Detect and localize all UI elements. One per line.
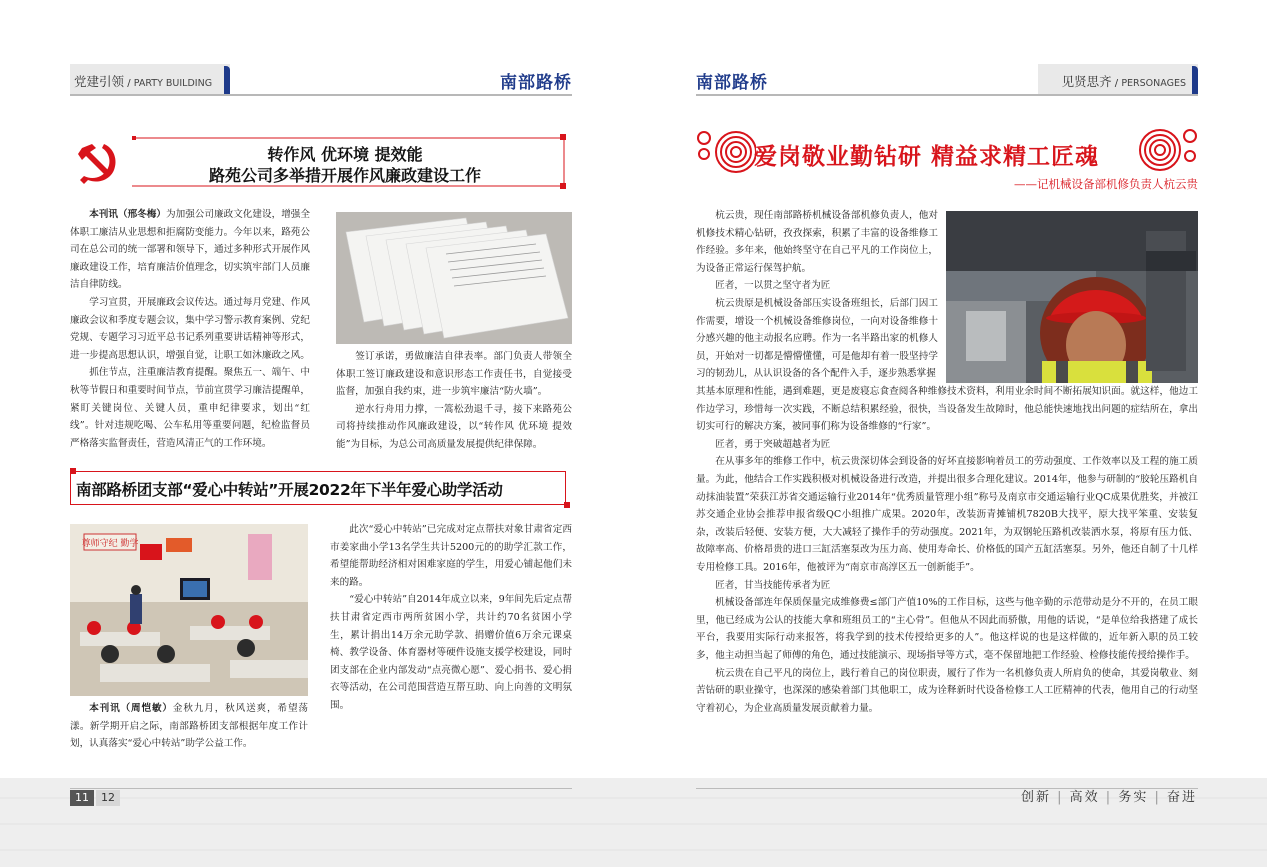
header-tab-accent	[224, 66, 230, 94]
byline: 本刊讯（周恺敏）	[89, 703, 173, 714]
document-stack-photo	[336, 212, 572, 344]
article1-title-line1: 转作风 优环境 提效能	[267, 145, 423, 164]
article2-col2: 此次“爱心中转站”已完成对定点帮扶对象甘肃省定西市姜家曲小学13名学生共计5200元的的助学汇款工作，希望能帮助经济相对困难家庭的学生，用爱心铺起他们未来的路。 “爱心中转站”自2014年成立以来，9年间先后定点帮扶甘肃省定西市两所贫困小学，共计约70名贫困小学生，累计捐出14万余元助学款、捐赠价值6万余元课桌椅、教学设备、体育器材等硬件设施支援学校建设，同时团支部在企业内部发动“点亮微心愿”、爱心捐书、爱心捐衣等活动，在公司范围营造互帮互助、向上向善的文明氛围。	[330, 524, 572, 711]
header-tab-accent	[1192, 66, 1198, 94]
subheading: 匠者，一以贯之坚守者为匠	[715, 280, 831, 292]
party-emblem-icon	[74, 138, 122, 186]
section-title-en: PERSONAGES	[1121, 78, 1186, 89]
page-number-right: 12	[96, 790, 120, 806]
brand-logo: 南部路桥	[500, 73, 572, 93]
article3-subtitle: ——记机械设备部机修负责人杭云贵	[1014, 177, 1198, 191]
article1-col2: 签订承诺，勇做廉洁自律表率。部门负责人带领全体职工签订廉政建设和意识形态工作责任书，自觉接受监督，加强自我约束，进一步筑牢廉洁“防火墙”。 逆水行舟用力撑，一篙松劲退千寻，接下来路苑公司将持续推动作风廉政建设，以“转作风 优环境 提效能”为目标，为总公司高质量发展提供纪律保障。	[336, 351, 572, 450]
spiral-ornament-icon	[1138, 126, 1198, 176]
banner-text: 尊师守纪 勤学	[81, 539, 139, 549]
page-number-left: 11	[70, 790, 94, 806]
article1-title-box	[70, 134, 566, 190]
article1-title-line2: 路苑公司多举措开展作风廉政建设工作	[208, 166, 481, 185]
article3-body-full: 其基本原理和性能，遇到难题，更是废寝忘食查阅各种维修技术资料，利用业余时间不断拓展知识面。就这样，他边工作边学习，珍惜每一次实践，不断总结积累经验，很快，当设备发生故障时，他总能快速地找出问题的症结所在，拿出切实可行的解决方案，被同事们称为设备维修的“行家”。 匠者，勇于突破超越者为匠 在从事多年的维修工作中，杭云贵深切体会到设备的好坏直接影响着员工的劳动强度、工作效率以及工程的施工质量。为此，他结合工作实践积极对机械设备进行改造，并提出很多合理化建议。2014年，他参与研制的“胶轮压路机自动抹油装置”荣获江苏省交通运输行业2014年“优秀质量管理小组”称号及南京市交通运输行业QC成果优胜奖，并被江苏交通企业协会推荐申报省级QC小组推广成果。2020年，改装沥青摊铺机7820B大找平，原大找平笨重、安装复杂，改装后轻便、安装方便，大大减轻了操作手的劳动强度。2021年，为双钢轮压路机改装洒水泵，将原有压力低、故障率高、价格昂贵的进口三缸活塞泵改为压力高、使用寿命长、价格低的国产五缸活塞泵。另外，他还自制了十几样专用检修工具。2016年，他被评为“南京市高淳区五一创新能手”。 匠者，甘当技能传承者为匠 机械设备部连年保质保量完成维修费≤部门产值10%的工作目标，这些与他辛勤的示范带动是分不开的，在员工眼里，他已经成为公认的技能大拿和班组员工的“主心骨”。但他从不因此而骄傲，用他的话说，“是单位给我搭建了成长平台，我要用实际行动来报答，将我学到的技术传授给更多的人”。他这样说的也是这样做的，近年新入职的员工较多，他主动担当起了师傅的角色，通过技能演示、现场指导等方式，毫不保留地把工作经验、检修技能传授给操作手。 杭云贵在自己平凡的岗位上，践行着自己的岗位职责，履行了作为一名机修负责人所肩负的使命，其爱岗敬业、刻苦钻研的职业操守，也深深的感染着部门其他职工，成为诠释新时代设备检修工人工匠精神的代表，他用自己的行动坚守着初心，为企业高质量发展贡献着力量。	[696, 386, 1198, 714]
right-header: 南部路桥 见贤思齐 / PERSONAGES	[696, 64, 1198, 96]
subheading: 匠者，甘当技能传承者为匠	[715, 579, 831, 591]
section-title: 党建引领	[74, 74, 125, 89]
article3-body: 杭云贵原是机械设备部压实设备班组长，后部门因工作需要，增设一个机械设备维修岗位，一向对设备维修十分感兴趣的他主动报名应聘。作为一名半路出家的机修人员，开始对一切都是懵懵懂懂，可是他却有着一股坚持学习的韧劲儿，从认识设备的各个配件入手，逐步熟悉掌握	[696, 298, 938, 380]
brand-logo: 南部路桥	[696, 73, 768, 93]
article3-title-banner	[696, 124, 1198, 196]
footer-slogan: 创新 | 高效 | 务实 | 奋进	[1020, 790, 1197, 805]
left-header: 党建引领 / PARTY BUILDING 南部路桥	[70, 64, 572, 96]
section-title-en: PARTY BUILDING	[133, 78, 213, 89]
article3-p2-source	[0, 0, 1, 1]
footer	[0, 778, 1267, 867]
article3-title: 爱岗敬业勤钻研 精益求精工匠魂	[754, 143, 1100, 170]
article2-col1-tail: 本刊讯（周恺敏）金秋九月，秋风送爽，希望荡漾。新学期开启之际，南部路桥团支部根据年度工作计划，认真落实“爱心中转站”助学公益工作。	[70, 703, 308, 750]
article2-title-box	[70, 468, 572, 508]
subheading: 匠者，勇于突破超越者为匠	[715, 438, 831, 450]
article2-title: 南部路桥团支部“爱心中转站”开展2022年下半年爱心助学活动	[76, 481, 503, 499]
classroom-photo	[70, 524, 308, 696]
byline: 本刊讯（邢冬梅）	[89, 209, 166, 220]
article1-col1: 本刊讯（邢冬梅）为加强公司廉政文化建设，增强全体职工廉洁从业思想和拒腐防变能力。今年以来，路苑公司在总公司的统一部署和领导下，通过多种形式开展作风廉政建设工作，培育廉洁价值理念，切实筑牢部门人员廉洁自律防线。 学习宣贯，开展廉政会议传达。通过每月党建、作风廉政会议和季度专题会议，集中学习警示教育案例、党纪党规、专题学习习近平总书记系列重要讲话精神等形式，进一步提高思想认识，增强自觉，让职工如沐廉政之风。 抓住节点，注重廉洁教育提醒。聚焦五一、端午、中秋等节假日和重要时间节点，节前宣贯学习廉洁提醒单，紧盯关键岗位、关键人员，重申纪律要求，划出“红线”。针对违规吃喝、公车私用等重要问题，纪检监督员严格落实监督责任，营造风清正气的工作环境。	[70, 209, 311, 449]
spiral-ornament-icon	[696, 128, 756, 178]
section-title: 见贤思齐	[1061, 74, 1112, 89]
article3-intro: 杭云贵，现任南部路桥机械设备部机修负责人，他对机修技术精心钻研，孜孜探索，积累了丰富的设备维修工作经验。多年来，他始终坚守在自己平凡的工作岗位上，为设备正常运行保驾护航。 匠者，一以贯之坚守者为匠	[696, 207, 938, 295]
